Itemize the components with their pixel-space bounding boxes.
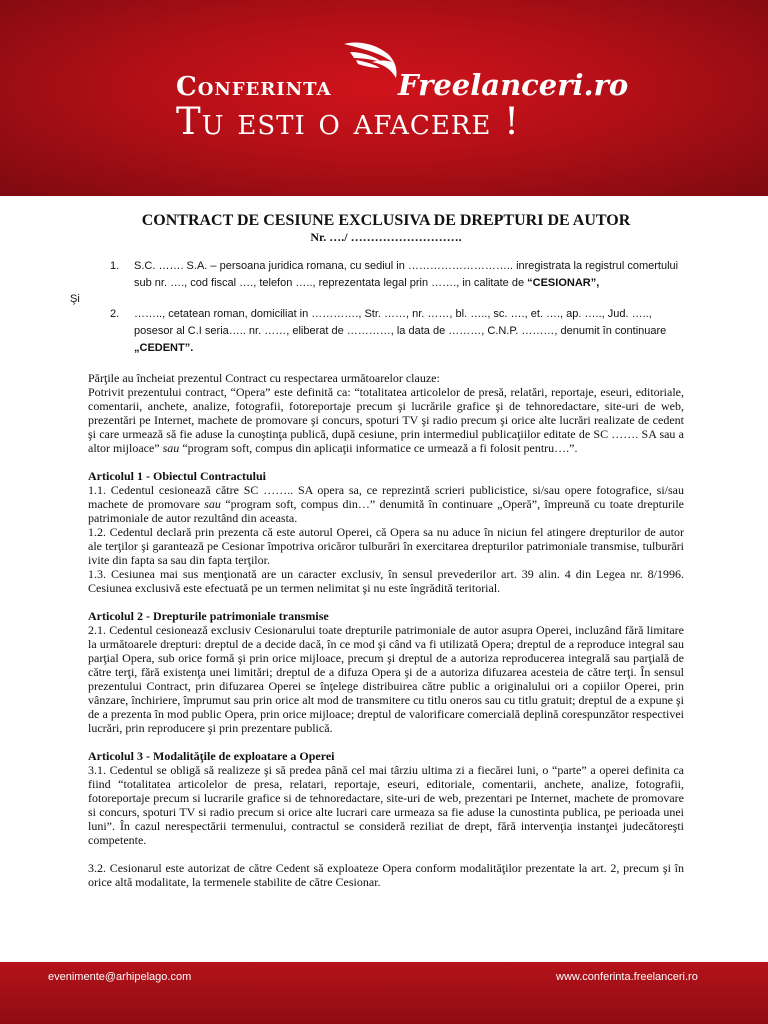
wing-icon [336,38,406,82]
party-2 [88,306,684,357]
party-2-number: 2. [110,308,120,320]
contract-number: Nr. …./ ………………………. [310,230,462,244]
article-3-2: 3.2. Cesionarul este autorizat de către Cedent să exploateze Opera conform modalităţilor prezentate la art. 2, precum şi în orice altă modalitate, la termenele stabilite de către Cesionar. [88,861,684,889]
contract-title: CONTRACT DE CESIUNE EXCLUSIVA DE DREPTURI DE AUTOR [141,212,631,229]
and-label: Şi [70,293,80,305]
article-3-heading: Articolul 3 - Modalităţile de exploatare a Operei [88,749,335,763]
article-1-1-text-2: “program soft, compus din…” denumită în continuare „Operă”, împreună cu toate drepturile patrimoniale de autor rezultând din aceasta. [88,497,684,525]
intro-definition-text-2: “program soft, compus din aplicaţii informatice ce urmează a fi folosit pentru….”. [179,441,578,455]
article-1-heading: Articolul 1 - Obiectul Contractului [88,469,266,483]
article-1-1 [88,483,684,525]
party-1-number: 1. [110,260,120,272]
header-banner [0,0,768,196]
party-1 [88,258,684,292]
party-1-text: S.C. ……. S.A. – persoana juridica romana, cu sediul in ……………………….. inregistrata la registrul comertului sub nr. …., cod fiscal …., telefon ….., reprezentata legal prin ……., in calitate de [134,260,679,289]
party-1-role: “CESIONAR”, [527,277,600,289]
footer-website-link[interactable]: www.conferinta.freelanceri.ro [556,971,698,983]
intro-clauses: Părţile au încheiat prezentul Contract cu respectarea următoarelor clauze: [88,371,440,385]
article-1-3: 1.3. Cesiunea mai sus menţionată are un caracter exclusiv, în sensul prevederilor art. 39 alin. 4 din Legea nr. 8/1996. Cesiunea exclusivă este efectuată pe un termen nelimitat şi nu este îngrădită teritorial. [88,567,684,595]
slogan: Tu esti o afacere ! [176,100,520,143]
article-1-1-text: 1.1. Cedentul cesionează către SC …….. SA opera sa, ce reprezintă scrieri publicistice, si/sau opere fotografice, si/sau machete de promovare [88,483,684,511]
brand-name-conferinta: Conferinta [176,72,332,102]
article-3-1: 3.1. Cedentul se obligă să realizeze şi să predea până cel mai târziu ultima zi a fiecărei luni, o “parte” a operei definita ca fiind “totalitatea articolelor de presa, relatari, reportaje, eseuri, editoriale, comentarii, anchete, analize, fotografii, fotoreportaje precum si lucrarile grafice si de tehnoredactare, site-uri de web, prezentari pe Internet, machete de promovare si concurs, spoturi TV si radio precum si orice alte lucrari care urmeaza sa fie aduse la cunostinta publica, pe perioada unei luni”. În cazul nerespectării termenului, contractul se consideră reziliat de drept, fără intervenţia instanţei judecătoreşti competente. [88,763,684,847]
brand-logo [176,64,629,104]
footer-email-link[interactable]: evenimente@arhipelago.com [48,971,192,983]
party-2-role: „CEDENT”. [134,342,194,354]
article-2-1: 2.1. Cedentul cesionează exclusiv Cesionarului toate drepturile patrimoniale de autor asupra Operei, incluzând fără limitare la următoarele drepturi: dreptul de a decide dacă, în ce mod şi când va fi utilizată Opera; dreptul de a reproduce integral sau parţial Opera, sub orice formă şi prin orice mijloace, precum şi dreptul de a autoriza reproducerea integrală sau parţială de către terţi, fără existenţa unei limitări; dreptul de a difuza Opera şi de a autoriza difuzarea acesteia de către terţi. În sensul prezentului Contract, prin difuzarea Operei se înţelege distribuirea către public a originalului ori a copiilor Operei, prin vânzare, închiriere, împrumut sau prin orice alt mod de transmitere cu titlu oneros sau cu titlu gratuit; dreptul de a expune şi de a prezenta în mod public Opera, prin orice mijloace; dreptul de valorificare comercială deplină corespunzător respectivei lucrări, prin reproducere şi prin prezentare publică. [88,623,684,735]
footer-banner [0,962,768,1024]
party-2-text: …….., cetatean roman, domiciliat in …………., Str. ……, nr. ……, bl. ….., sc. …., et. …., ap. ….., Jud. ….., posesor al C.I seria….. nr. ……, eliberat de …………, la data de ………, C.N.P. ………, denumit în continuare [134,308,667,337]
contract-document [70,212,684,889]
brand-name-freelanceri: Freelanceri.ro [398,68,629,102]
article-1-1-sau: sau [204,497,221,511]
intro-definition [88,385,684,455]
article-1-2: 1.2. Cedentul declară prin prezenta că este autorul Operei, că Opera sa nu aduce în niciun fel atingere drepturilor de autor ale terţilor şi garantează pe Cesionar împotriva oricăror tulburări în exercitarea drepturilor patrimoniale transmise, tulburări ivite din fapta sa sau din fapta terţilor. [88,525,684,567]
intro-definition-text: Potrivit prezentului contract, “Opera” este definită ca: “totalitatea articolelor de presă, relatări, reportaje, eseuri, editoriale, comentarii, anchete, analize, fotografii, fotoreportaje precum şi lucrările grafice şi de tehnoredactare, site-uri de web, prezentări pe Internet, machete de promovare şi concurs, spoturi TV şi radio precum şi orice alte lucrări realizate de cedent şi care urmează să fie aduse la cunoştinţa publică, după cesiune, prin intermediul publicaţiilor editate de SC ……. SA sau a altor mijloace” [88,385,684,455]
article-2-heading: Articolul 2 - Drepturile patrimoniale transmise [88,609,329,623]
intro-definition-sau: sau [162,441,180,455]
